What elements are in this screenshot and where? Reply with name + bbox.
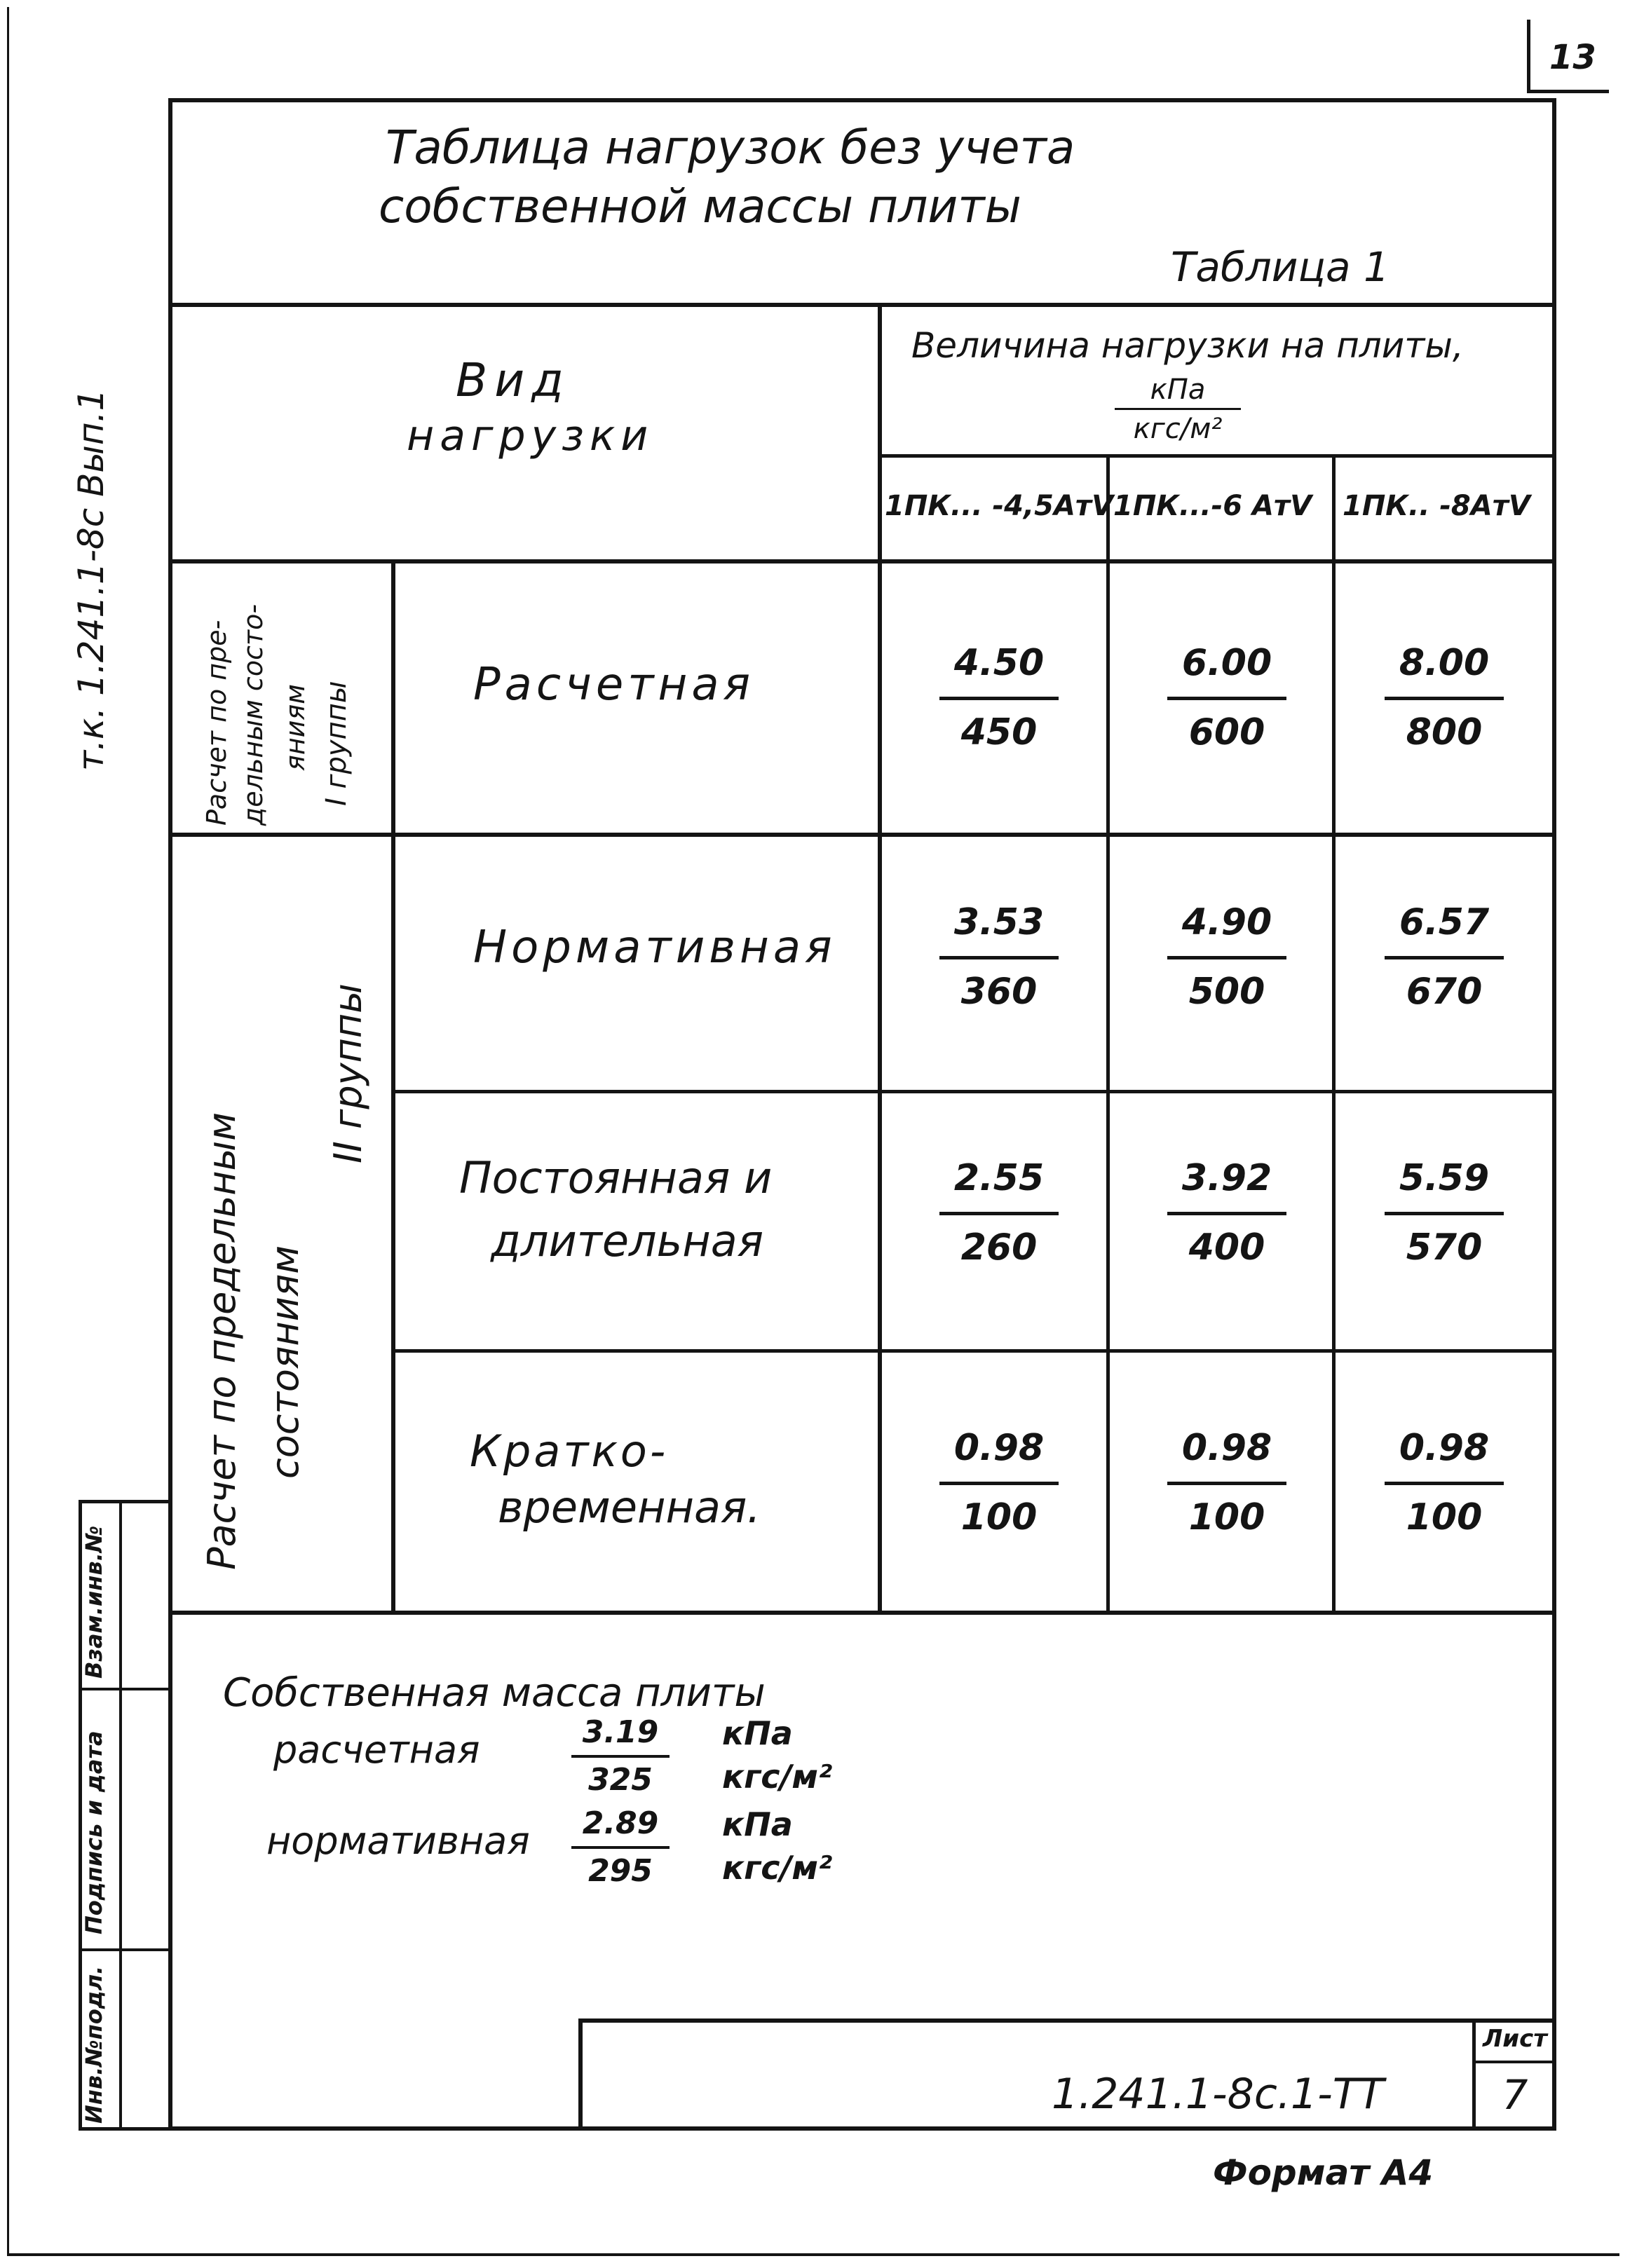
kpa-value: 8.00 bbox=[1399, 642, 1490, 684]
self-weight-calc-label: расчетная bbox=[273, 1728, 480, 1772]
kpa-value: 2.55 bbox=[953, 1157, 1045, 1199]
inventory-original-label: Инв.№подл. bbox=[81, 1965, 107, 2124]
group-2-label-line-3: II группы bbox=[326, 983, 370, 1163]
stamp-sheet-divider-h bbox=[1472, 2061, 1556, 2063]
self-weight-norm-unit-kgs: кгс/м² bbox=[722, 1849, 833, 1887]
kpa-value: 5.59 bbox=[1399, 1157, 1490, 1199]
row-4-col-2-value bbox=[1143, 1427, 1311, 1538]
self-weight-norm-label: нормативная bbox=[266, 1819, 530, 1863]
sheet-left-edge bbox=[7, 7, 9, 2253]
row-4-name-line-1: Кратко- bbox=[470, 1426, 669, 1477]
group-1-label-line-1: Расчет по пре- bbox=[201, 620, 232, 826]
kpa-value: 4.90 bbox=[1181, 901, 1272, 943]
table-top-line bbox=[168, 303, 1556, 307]
header-bottom-line bbox=[168, 559, 1556, 563]
column-header-2: 1ПК...-6 АтV bbox=[1113, 490, 1312, 522]
sheet-number: 7 bbox=[1502, 2071, 1528, 2119]
table-label: Таблица 1 bbox=[1171, 243, 1390, 291]
left-stamp-divider-v bbox=[119, 1500, 122, 2131]
self-weight-calc-unit-kpa: кПа bbox=[722, 1714, 793, 1752]
value-header: Величина нагрузки на плиты, bbox=[911, 325, 1464, 366]
kpa-value: 2.89 bbox=[582, 1805, 659, 1841]
kpa-value: 0.98 bbox=[1399, 1427, 1490, 1469]
page-number: 13 bbox=[1549, 38, 1596, 77]
row-3-col-3-value bbox=[1360, 1157, 1528, 1269]
group-2-label-line-1: Расчет по предельным bbox=[200, 1112, 244, 1570]
kgs-value: 570 bbox=[1406, 1227, 1483, 1269]
self-weight-norm-value bbox=[564, 1805, 677, 1889]
kpa-value: 0.98 bbox=[1181, 1427, 1272, 1469]
kpa-value: 0.98 bbox=[953, 1427, 1045, 1469]
value-col-line-1 bbox=[878, 303, 882, 1615]
row-3-col-1-value bbox=[915, 1157, 1083, 1269]
table-bottom-line bbox=[168, 1611, 1556, 1615]
group-1-label-line-2: дельным состо- bbox=[238, 603, 269, 826]
kgs-value: 100 bbox=[1406, 1496, 1483, 1538]
kgs-value: 450 bbox=[960, 711, 1038, 753]
document-code: 1.241.1-8с.1-ТТ bbox=[1052, 2070, 1385, 2119]
row-4-col-1-value bbox=[915, 1427, 1083, 1538]
row-1-col-2-value bbox=[1143, 642, 1311, 753]
row-2-col-1-value bbox=[915, 901, 1083, 1013]
kgs-value: 670 bbox=[1406, 971, 1483, 1013]
row-3-name-line-2: длительная bbox=[491, 1215, 764, 1266]
unit-bar bbox=[1115, 408, 1241, 410]
row-2-name: Нормативная bbox=[473, 922, 836, 974]
row-2-col-2-value bbox=[1143, 901, 1311, 1013]
kpa-value: 6.00 bbox=[1181, 642, 1272, 684]
kpa-value: 6.57 bbox=[1399, 901, 1490, 943]
row-line-2 bbox=[393, 1090, 1556, 1093]
column-header-3: 1ПК.. -8АтV bbox=[1343, 490, 1530, 522]
title-line-2: собственной массы плиты bbox=[379, 179, 1021, 233]
left-stamp-divider-2 bbox=[79, 1948, 168, 1951]
row-3-name-line-1: Постоянная и bbox=[459, 1152, 773, 1203]
row-line-1 bbox=[168, 833, 1556, 837]
kind-header-line-2: нагрузки bbox=[407, 411, 654, 460]
value-col-line-2 bbox=[1106, 454, 1110, 1615]
kpa-value: 3.92 bbox=[1181, 1157, 1272, 1199]
kgs-value: 100 bbox=[1188, 1496, 1265, 1538]
unit-numerator: кПа bbox=[1150, 374, 1206, 406]
row-1-col-1-value bbox=[915, 642, 1083, 753]
kgs-value: 400 bbox=[1188, 1227, 1265, 1269]
side-code: т.к. 1.241.1-8с Вып.1 bbox=[71, 388, 111, 771]
self-weight-norm-unit-kpa: кПа bbox=[722, 1805, 793, 1843]
unit-denominator: кгс/м² bbox=[1133, 413, 1223, 445]
group-2-label-line-2: состояниям bbox=[263, 1245, 307, 1479]
kgs-value: 360 bbox=[960, 971, 1038, 1013]
kpa-value: 4.50 bbox=[953, 642, 1045, 684]
group-1-label-line-3: яниям bbox=[280, 684, 311, 771]
kind-header-line-1: Вид bbox=[456, 353, 571, 407]
row-2-col-3-value bbox=[1360, 901, 1528, 1013]
kgs-value: 600 bbox=[1188, 711, 1265, 753]
kgs-value: 500 bbox=[1188, 971, 1265, 1013]
column-header-1: 1ПК... -4,5АтV bbox=[885, 490, 1114, 522]
left-stamp-divider-1 bbox=[79, 1688, 168, 1690]
kgs-value: 325 bbox=[588, 1762, 653, 1798]
kgs-value: 100 bbox=[960, 1496, 1038, 1538]
kpa-value: 3.19 bbox=[582, 1714, 659, 1750]
row-3-col-2-value bbox=[1143, 1157, 1311, 1269]
row-1-name: Расчетная bbox=[473, 659, 755, 711]
group-1-label-line-4: I группы bbox=[320, 681, 353, 806]
group-col-line bbox=[391, 559, 395, 1615]
kgs-value: 260 bbox=[960, 1227, 1038, 1269]
row-1-col-3-value bbox=[1360, 642, 1528, 753]
row-4-name-line-2: временная. bbox=[498, 1482, 761, 1533]
replacement-inventory-label: Взам.инв.№ bbox=[81, 1525, 107, 1679]
row-line-3 bbox=[393, 1349, 1556, 1353]
sheet-label: Лист bbox=[1483, 2025, 1547, 2053]
format-label: Формат А4 bbox=[1213, 2152, 1434, 2193]
title-line-1: Таблица нагрузок без учета bbox=[386, 121, 1075, 175]
kgs-value: 800 bbox=[1406, 711, 1483, 753]
value-header-line bbox=[880, 454, 1556, 458]
value-col-line-3 bbox=[1332, 454, 1336, 1615]
kpa-value: 3.53 bbox=[953, 901, 1045, 943]
self-weight-title: Собственная масса плиты bbox=[223, 1670, 766, 1716]
kgs-value: 295 bbox=[588, 1853, 653, 1889]
signature-date-label: Подпись и дата bbox=[81, 1730, 107, 1934]
self-weight-calc-value bbox=[564, 1714, 677, 1798]
row-4-col-3-value bbox=[1360, 1427, 1528, 1538]
self-weight-calc-unit-kgs: кгс/м² bbox=[722, 1758, 833, 1796]
sheet-bottom-edge bbox=[7, 2253, 1619, 2256]
